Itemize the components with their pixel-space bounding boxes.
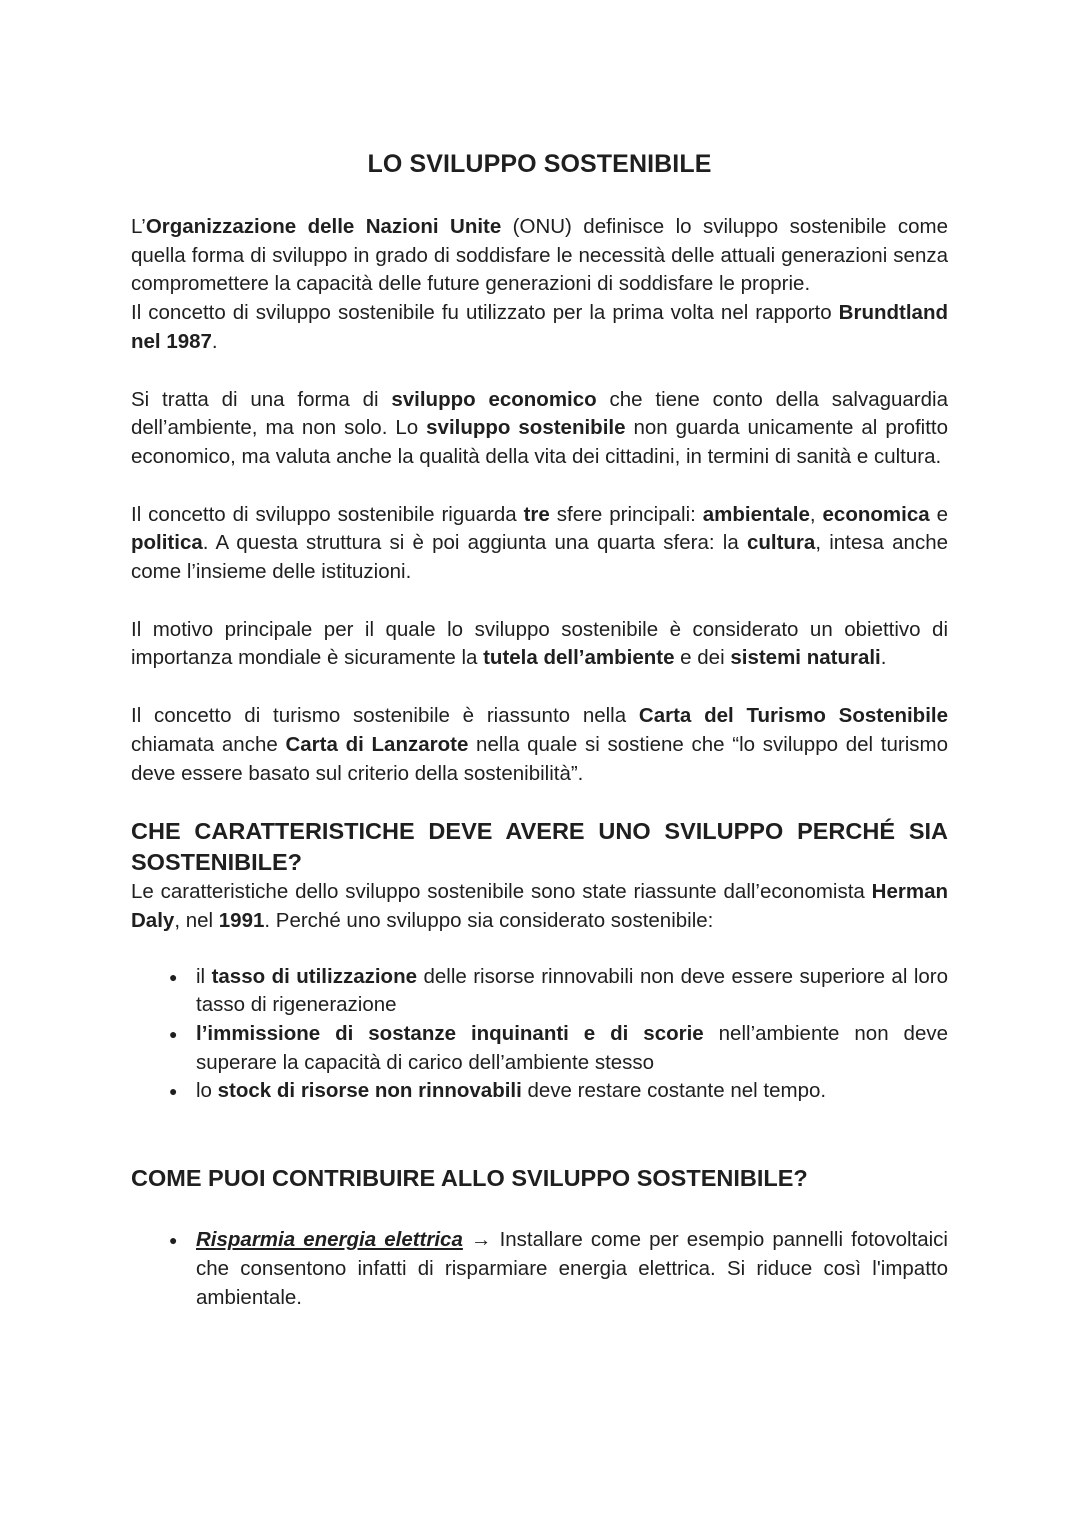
text: Il motivo principale per il quale lo sviluppo sostenibile è considerato un obiettivo di importanza mondiale è sicuramente la — [131, 617, 948, 670]
bold-text: sviluppo economico — [391, 387, 597, 411]
paragraph-herman-daly — [131, 878, 948, 935]
text: deve restare costante nel tempo. — [521, 1079, 827, 1103]
page-title: LO SVILUPPO SOSTENIBILE — [367, 150, 712, 178]
text: , intesa anche come l’insieme delle istituzioni. — [131, 531, 948, 584]
bold-text: 1991 — [218, 908, 265, 932]
bold-text: stock di risorse non rinnovabili — [217, 1079, 522, 1103]
list-item — [131, 1020, 948, 1077]
action-title: Risparmia energia elettrica — [196, 1228, 463, 1252]
paragraph-main-motive — [131, 616, 948, 673]
text: il — [196, 964, 212, 988]
bold-text: ambientale — [702, 502, 810, 526]
text: . A questa struttura si è poi aggiunta una quarta sfera: la — [202, 531, 747, 555]
bullet-icon: ● — [169, 1083, 178, 1100]
bold-text: economica — [822, 502, 930, 526]
section-heading-contribute: COME PUOI CONTRIBUIRE ALLO SVILUPPO SOSTENIBILE? — [131, 1165, 808, 1192]
bold-text: Herman Daly — [131, 880, 948, 932]
text: nell’ambiente non deve superare la capacità di carico dell’ambiente stesso — [196, 1022, 948, 1074]
bold-text: Carta del Turismo Sostenibile — [638, 704, 948, 728]
text: Le caratteristiche dello sviluppo sostenibile sono state riassunte dall’economista — [131, 880, 872, 904]
contribute-list — [131, 1226, 948, 1312]
text: → Installare come per esempio pannelli fotovoltaici che consentono infatti di risparmiare energia elettrica. Si riduce così l'impatto ambientale. — [196, 1228, 948, 1309]
text: e dei — [674, 646, 731, 670]
bold-text: Organizzazione delle Nazioni Unite — [145, 215, 502, 238]
paragraph-economic-development — [131, 386, 948, 472]
text: delle risorse rinnovabili non deve essere superiore al loro tasso di rigenerazione — [196, 964, 949, 1017]
bold-text: Brundtland nel 1987 — [131, 301, 948, 353]
text: . — [211, 329, 218, 353]
list-item — [131, 1077, 948, 1106]
text: Il concetto di sviluppo sostenibile fu utilizzato per la prima volta nel rapporto — [131, 301, 839, 325]
list-item — [131, 963, 948, 1020]
paragraph-three-spheres — [131, 501, 948, 587]
text: lo — [196, 1079, 218, 1103]
bold-text: l’immissione di sostanze inquinanti e di scorie — [196, 1022, 704, 1046]
bold-text: tutela dell’ambiente — [483, 646, 675, 670]
text: , nel — [174, 908, 219, 932]
bullet-icon: ● — [169, 1026, 178, 1043]
characteristics-list — [131, 963, 948, 1107]
bullet-icon: ● — [169, 1232, 178, 1249]
section-heading-characteristics: CHE CARATTERISTICHE DEVE AVERE UNO SVILUPPO PERCHÉ SIA SOSTENIBILE? — [131, 818, 948, 876]
text: Il concetto di turismo sostenibile è riassunto nella — [131, 704, 639, 728]
text: . Perché uno sviluppo sia considerato sostenibile: — [264, 908, 714, 932]
text: sfere principali: — [549, 502, 703, 526]
text: e — [929, 502, 948, 526]
bold-text: sviluppo sostenibile — [426, 416, 626, 440]
text: nella quale si sostiene che “lo sviluppo del turismo deve essere basato sul criterio della sostenibilità”. — [131, 732, 948, 785]
bold-text: sistemi naturali — [730, 646, 881, 670]
list-item — [131, 1226, 948, 1312]
bold-text: cultura — [746, 531, 816, 555]
text: , — [809, 502, 823, 526]
text: (ONU) definisce lo sviluppo sostenibile come quella forma di sviluppo in grado di soddisfare le necessità delle attuali generazioni senza compromettere la capacità delle future generazioni di soddisfare le proprie. — [131, 215, 948, 296]
text: chiamata anche — [131, 732, 286, 756]
bullet-icon: ● — [169, 968, 178, 985]
paragraph-onu-definition — [131, 213, 948, 357]
text: Il concetto di sviluppo sostenibile riguarda — [131, 502, 524, 526]
text: . — [880, 646, 887, 670]
paragraph-sustainable-tourism — [131, 702, 948, 788]
document-content — [131, 150, 948, 1312]
text: L’ — [131, 215, 146, 238]
bold-text: tasso di utilizzazione — [211, 964, 417, 988]
bold-text: politica — [131, 531, 203, 555]
text: Si tratta di una forma di — [131, 387, 392, 411]
bold-text: Carta di Lanzarote — [285, 732, 469, 756]
bold-text: tre — [523, 502, 550, 526]
text: che tiene conto della salvaguardia dell’ambiente, ma non solo. Lo — [131, 387, 948, 440]
text: non guarda unicamente al profitto economico, ma valuta anche la qualità della vita dei cittadini, in termini di sanità e cultura. — [131, 416, 949, 468]
